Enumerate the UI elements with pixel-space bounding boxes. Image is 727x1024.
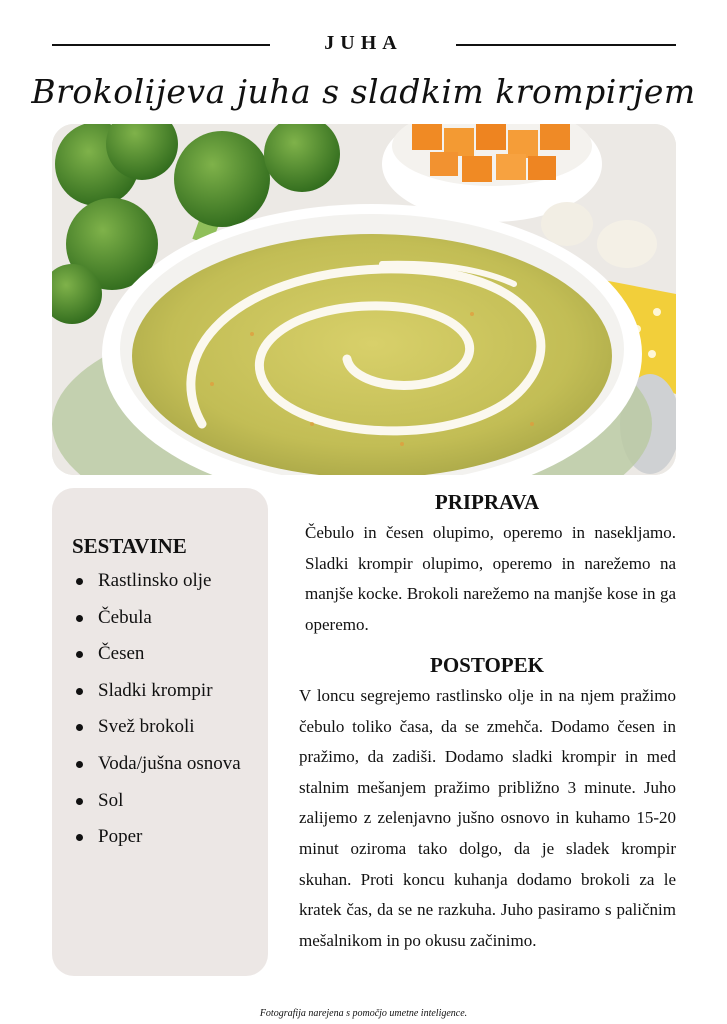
ingredient-item: Rastlinsko olje [76,570,241,607]
ingredient-item: Sladki krompir [76,680,241,717]
ingredient-item: Svež brokoli [76,716,241,753]
garlic-clove [541,202,593,246]
photo-credit: Fotografija narejena s pomočjo umetne inteligence. [259,1008,468,1019]
ingredient-item: Poper [76,826,241,863]
soup-photo [52,124,676,475]
soup-illustration [52,124,676,475]
ingredient-item: Čebula [76,607,241,644]
ingredient-item: Česen [76,643,241,680]
ingredient-item: Sol [76,790,241,827]
procedure-text: V loncu segrejemo rastlinsko olje in na njem pražimo čebulo toliko časa, da se zmehča. Dodamo česen in pražimo, da zadiši. Dodamo sladki krompir in med stalnim mešanjem pražimo približno 3 minute. Juho zalijemo z zelenjavno jušno osnovo in kuhamo 15-20 minut oziroma tako dolgo, da je sladek krompir skuhan. Proti koncu kuhanja dodamo brokoli za le kratek čas, da se ne razkuha. Juho pasiramo s paličnim mešalnikom in po okusu začinimo. [299,686,676,950]
header-rule-right [456,44,676,46]
preparation-heading: PRIPRAVA [434,490,540,514]
recipe-title: Brokolijeva juha s sladkim krompirjem [31,72,696,111]
ingredient-item: Voda/jušna osnova [76,753,241,790]
ingredients-heading: SESTAVINE [72,534,187,558]
preparation-text: Čebulo in česen olupimo, operemo in nasekljamo. Sladki krompir olupimo, operemo in narežemo na manjše kocke. Brokoli narežemo na manjše kose in ga operemo. [305,523,676,634]
recipe-category: JUHA [324,32,403,54]
ingredients-list [76,570,241,863]
procedure-heading: POSTOPEK [430,653,544,677]
ingredients-card [52,488,268,976]
